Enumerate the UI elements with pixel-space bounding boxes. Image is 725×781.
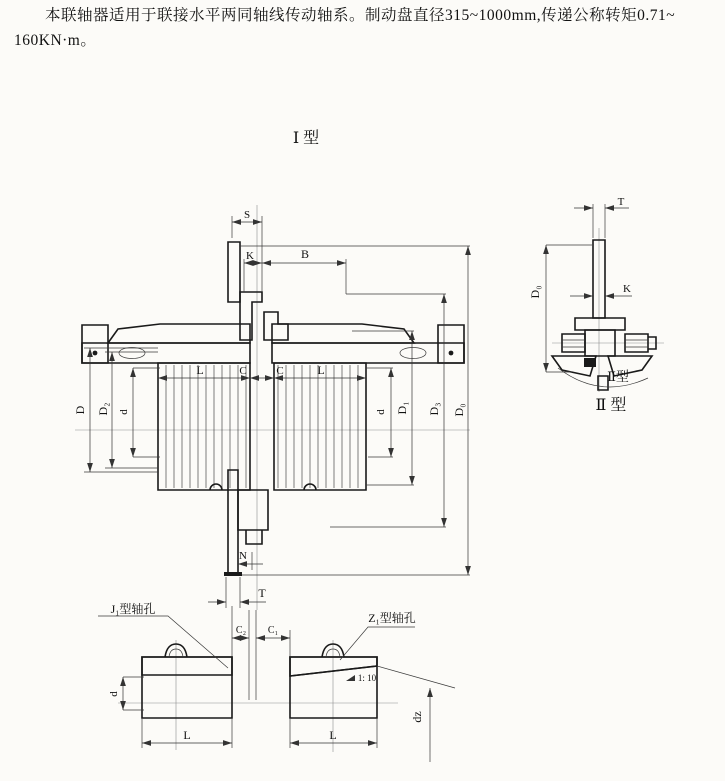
dim-t-main: T	[258, 586, 266, 600]
dim-l-j1: L	[183, 728, 191, 742]
o-ring-right	[449, 351, 454, 356]
type2-centerlines	[552, 228, 664, 392]
dim-n: N	[239, 550, 247, 562]
dim-dz: dz	[410, 711, 424, 723]
dim-t-type2: T	[617, 196, 625, 208]
dim-k-type2: K	[623, 283, 631, 295]
seal-details	[93, 348, 454, 359]
cover-plate-right	[272, 324, 414, 343]
seal-ring-right	[400, 348, 426, 359]
dim-b: B	[300, 247, 310, 261]
label-taper: 1: 10	[357, 673, 377, 683]
dim-D1: D₁	[395, 401, 409, 415]
z1-dimension-lines	[290, 688, 430, 752]
dim-D0: D₀	[452, 403, 466, 417]
dim-c1: C₁	[267, 625, 279, 636]
seal-ring-left	[119, 348, 145, 359]
dim-d-right: d	[375, 409, 387, 415]
j1-leader	[98, 616, 228, 668]
z1-extension-lines	[290, 718, 430, 762]
caption-type1: Ⅰ 型	[292, 130, 320, 147]
type2-drawing	[546, 204, 664, 392]
z1-bore-detail	[290, 627, 455, 762]
type2-dimension-lines	[546, 208, 632, 372]
hub-left	[158, 363, 250, 490]
dim-D2: D₂	[96, 402, 110, 416]
o-ring-left	[93, 351, 98, 356]
brake-disc-lower	[228, 470, 238, 573]
flange-band-right	[272, 343, 464, 363]
disc-flange-left	[240, 292, 262, 340]
j1-dimension-lines	[123, 638, 290, 743]
dim-l-left: L	[196, 363, 204, 377]
dim-D3: D₃	[427, 402, 441, 416]
dim-D0-type2: D₀	[528, 285, 542, 299]
hub-right	[274, 363, 366, 490]
j1-hub-body	[142, 657, 232, 718]
dim-d-j1: d	[108, 691, 120, 697]
dimension-lines	[90, 222, 468, 602]
key-block	[584, 358, 596, 367]
label-j1-bore: J₁型轴孔	[110, 602, 156, 616]
dim-c-right: C	[276, 365, 284, 377]
dim-d-left: d	[118, 409, 130, 415]
dim-D: D	[73, 405, 87, 415]
centerlines	[75, 205, 470, 610]
z1-hub-body	[290, 657, 377, 718]
label-z1-bore: Z₁型轴孔	[368, 611, 416, 625]
keyway-bumps	[210, 484, 316, 490]
z1-taper-extension	[377, 666, 455, 688]
disc-flange-right	[264, 312, 288, 340]
label-type2-small: Ⅱ型	[607, 369, 629, 384]
end-cap-left	[82, 325, 108, 363]
intro-line-1: 本联轴器适用于联接水平两同轴线传动轴系。制动盘直径315~1000mm,传递公称转矩0.71~	[45, 7, 676, 24]
taper-flag-icon	[346, 675, 355, 681]
bolt-facets	[562, 340, 648, 347]
dim-c2: C₂	[235, 625, 247, 636]
center-pillar	[238, 490, 268, 544]
type2-hub-plate	[575, 318, 625, 330]
j1-bore-detail	[98, 616, 398, 752]
sectioned-parts	[82, 242, 464, 363]
caption-type2: Ⅱ 型	[595, 397, 627, 414]
z1-leader	[340, 627, 415, 660]
gear-teeth-lines	[166, 365, 358, 488]
dim-s: S	[243, 209, 251, 221]
disc-bottom-cap	[224, 572, 242, 576]
dim-l-right: L	[317, 363, 325, 377]
hub-sleeves	[158, 363, 366, 576]
cover-plate-left	[108, 324, 250, 343]
brake-disc-top	[228, 242, 240, 302]
end-cap-right	[438, 325, 464, 363]
intro-line-2: 160KN·m。	[14, 31, 97, 49]
j1-extension-lines	[123, 677, 232, 748]
dim-k: K	[246, 250, 254, 262]
dim-l-z1: L	[329, 728, 337, 742]
dim-c-left: C	[239, 365, 247, 377]
